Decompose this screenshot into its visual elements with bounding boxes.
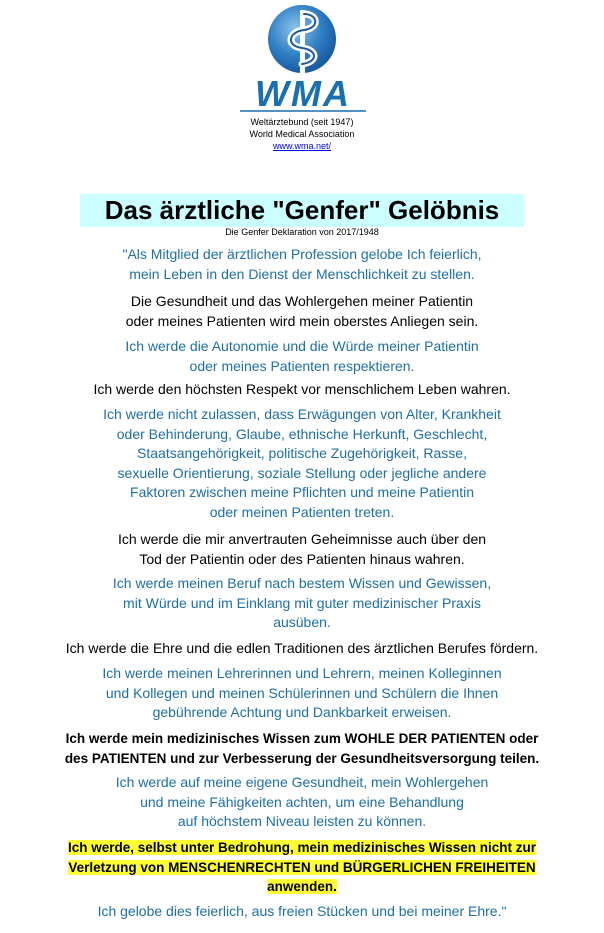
- pledge-line: Ich werde nicht zulassen, dass Erwägungen von Alter, Krankheit: [103, 406, 501, 422]
- pledge-line: sexuelle Orientierung, soziale Stellung oder jegliche andere: [117, 464, 487, 481]
- wma-logo-text: WMA: [255, 73, 351, 114]
- pledge-line: Ich werde den höchsten Respekt vor menschlichem Leben wahren.: [93, 381, 511, 397]
- pledge-line: mit Würde und im Einklang mit guter medizinischer Praxis: [123, 594, 481, 611]
- pledge-line: Ich werde die mir anvertrauten Geheimnisse auch über den: [117, 531, 487, 547]
- pledge-line: "Als Mitglied der ärztlichen Profession gelobe Ich feierlich,: [122, 246, 482, 262]
- pledge-paragraph-10: [0, 729, 604, 768]
- pledge-line: Ich werde mein medizinisches Wissen zum WOHLE DER PATIENTEN oder: [65, 731, 539, 746]
- pledge-line: mein Leben in den Dienst der Menschlichkeit zu stellen.: [129, 265, 475, 282]
- pledge-paragraph-12-highlighted: [0, 838, 604, 897]
- pledge-paragraph-2: [0, 292, 604, 331]
- pledge-line: und meine Fähigkeiten achten, um eine Behandlung: [140, 793, 464, 810]
- pledge-line: oder meines Patienten wird mein oberstes Anliegen sein.: [125, 312, 479, 329]
- pledge-line: oder meinen Patienten treten.: [209, 503, 395, 520]
- logo-caption-link[interactable]: www.wma.net/: [272, 141, 332, 151]
- pledge-line: Die Gesundheit und das Wohlergehen meiner Patientin: [130, 293, 474, 309]
- pledge-line: Ich werde auf meine eigene Gesundheit, mein Wohlergehen: [115, 774, 489, 790]
- pledge-line: oder Behinderung, Glaube, ethnische Herkunft, Geschlecht,: [116, 425, 488, 442]
- pledge-paragraph-5: [0, 405, 604, 522]
- pledge-paragraph-4: [0, 380, 604, 400]
- pledge-line: Staatsangehörigkeit, politische Zugehörigkeit, Rasse,: [137, 445, 467, 461]
- page-subtitle: Die Genfer Deklaration von 2017/1948: [225, 227, 379, 237]
- pledge-line-highlighted: Ich werde, selbst unter Bedrohung, mein medizinisches Wissen nicht zur: [68, 840, 536, 855]
- pledge-paragraph-13: [0, 902, 604, 922]
- pledge-line: oder meines Patienten respektieren.: [189, 357, 415, 374]
- pledge-line: und Kollegen und meinen Schülerinnen und Schülern die Ihnen: [105, 684, 499, 701]
- pledge-line: Faktoren zwischen meine Pflichten und meine Patientin: [130, 484, 474, 500]
- pledge-paragraph-1: [0, 245, 604, 284]
- pledge-line: des PATIENTEN und zur Verbesserung der Gesundheitsversorgung teilen.: [64, 750, 540, 766]
- pledge-line-highlighted: anwenden.: [267, 879, 337, 894]
- pledge-line: Ich werde die Ehre und die edlen Traditionen des ärztlichen Berufes fördern.: [65, 640, 539, 656]
- pledge-line: Ich werde meinen Beruf nach bestem Wissen und Gewissen,: [112, 575, 492, 591]
- pledge-line: gebührende Achtung und Dankbarkeit erweisen.: [152, 704, 452, 720]
- pledge-paragraph-11: [0, 773, 604, 832]
- pledge-line: Ich werde meinen Lehrerinnen und Lehrern, meinen Kolleginnen: [102, 665, 502, 681]
- logo-caption-line2: World Medical Association: [249, 129, 355, 139]
- pledge-paragraph-9: [0, 664, 604, 723]
- pledge-line: auf höchstem Niveau leisten zu können.: [177, 813, 427, 829]
- page-title: Das ärztliche "Genfer" Gelöbnis: [80, 194, 524, 227]
- pledge-paragraph-3: [0, 337, 604, 376]
- pledge-line-highlighted: Verletzung von MENSCHENRECHTEN und BÜRGERLICHEN FREIHEITEN: [68, 859, 536, 875]
- pledge-paragraph-6: [0, 530, 604, 569]
- pledge-paragraph-8: [0, 639, 604, 659]
- pledge-line: Ich gelobe dies feierlich, aus freien Stücken und bei meiner Ehre.": [97, 903, 507, 919]
- pledge-line: Tod der Patientin oder des Patienten hinaus wahren.: [139, 550, 465, 567]
- pledge-paragraph-7: [0, 574, 604, 633]
- pledge-line: ausüben.: [273, 614, 331, 630]
- pledge-line: Ich werde die Autonomie und die Würde meiner Patientin: [125, 338, 479, 354]
- wma-logo-icon: [238, 2, 368, 114]
- logo-caption-line1: Weltärztebund (seit 1947): [250, 117, 354, 127]
